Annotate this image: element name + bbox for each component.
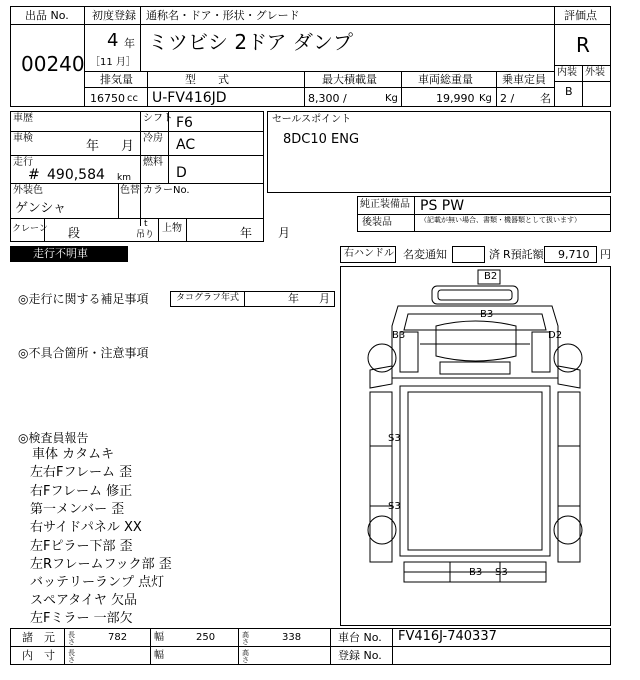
interior-width-label: 幅 <box>154 650 164 661</box>
gross-weight-label: 車両総重量 <box>418 73 473 86</box>
sales-point-value: 8DC10 ENG <box>283 132 360 147</box>
divider <box>330 628 331 665</box>
eval-score: R <box>576 33 590 57</box>
divider <box>582 81 583 107</box>
crane-ton-unit: t <box>144 219 148 229</box>
width-value: 250 <box>196 632 216 643</box>
inspector-item: 第一メンバー 歪 <box>30 502 125 517</box>
divider <box>496 71 497 107</box>
divider <box>64 628 65 665</box>
damage-mark-b2: B2 <box>484 271 498 282</box>
divider <box>392 628 393 665</box>
max-load-unit: Kg <box>385 93 398 104</box>
ac-label: 冷房 <box>143 133 163 144</box>
inspector-item: 左Fミラー 一部欠 <box>30 611 133 626</box>
dims-label: 諸 元 <box>22 631 55 644</box>
first-reg-year-unit: 年 <box>124 37 135 50</box>
eval-label: 評価点 <box>564 9 597 22</box>
damage-mark-b3-cab: B3 <box>480 309 494 320</box>
interior-grade: B <box>565 85 573 98</box>
divider <box>401 71 402 107</box>
divider <box>10 646 611 647</box>
divider <box>582 65 583 81</box>
interior-grade-label: 内装 <box>557 67 577 78</box>
name-change-box <box>452 246 485 263</box>
divider <box>357 214 611 215</box>
inspection-month-unit: 月 <box>121 139 135 154</box>
divider <box>10 24 85 25</box>
after-label: 後装品 <box>362 217 392 228</box>
divider <box>186 218 187 242</box>
capacity-label: 乗車定員 <box>502 73 546 86</box>
displacement-unit: cc <box>127 93 138 104</box>
divider <box>84 87 554 88</box>
model-code: U-FV416JD <box>152 90 227 106</box>
shift-value: F6 <box>176 115 193 131</box>
recycle-done-label: 済 <box>489 248 500 261</box>
after-note: （記載が無い場合、書類・機器類として扱います） <box>420 216 581 224</box>
divider <box>140 24 141 71</box>
chassis-value: FV416J-740337 <box>398 629 497 644</box>
driving-note-label: ◎走行に関する補足事項 <box>18 292 149 306</box>
damage-mark-s3-rear: S3 <box>495 567 508 578</box>
length-label: 長さ <box>68 631 75 647</box>
inspector-item: 車体 カタムキ <box>32 447 115 462</box>
recycle-fee-value: 9,710 <box>558 248 590 261</box>
crane-label: クレーン <box>12 224 48 234</box>
divider <box>158 218 159 242</box>
max-load-value: 8,300 / <box>308 92 347 105</box>
gross-weight-value: 19,990 <box>436 92 475 105</box>
interior-height-label: 高さ <box>242 649 249 665</box>
tailgate-label: 上物 <box>162 223 182 234</box>
divider <box>118 183 119 218</box>
ac-value: AC <box>176 137 196 153</box>
divider <box>140 111 141 226</box>
shift-label: シフト <box>143 113 173 124</box>
interior-length-label: 長さ <box>68 649 75 665</box>
divider <box>84 71 554 72</box>
inspector-label: ◎検査員報告 <box>18 431 89 445</box>
length-value: 782 <box>108 632 128 643</box>
fuel-label: 燃料 <box>143 157 163 168</box>
divider <box>10 131 264 132</box>
damage-mark-b3-left: B3 <box>392 330 406 341</box>
interior-dims-label: 内 寸 <box>22 649 55 662</box>
equipment-value: PS PW <box>420 198 465 214</box>
color-change-label: 色替 <box>120 185 140 196</box>
divider <box>147 71 148 107</box>
first-reg-year: 4 <box>107 30 119 51</box>
exterior-grade-label: 外装 <box>585 67 605 78</box>
fuel-value: D <box>176 165 187 181</box>
recycle-fee-unit: 円 <box>600 248 611 261</box>
displacement-label: 排気量 <box>100 73 133 86</box>
inspector-item: バッテリーランプ 点灯 <box>30 575 165 590</box>
divider <box>554 6 555 107</box>
equipment-label: 純正装備品 <box>360 199 410 210</box>
divider <box>244 291 245 307</box>
height-label: 高さ <box>242 631 249 647</box>
damage-mark-b3-rear: B3 <box>469 567 483 578</box>
mileage-label: 走行 <box>13 157 33 168</box>
inspector-item: 左Rフレームフック部 歪 <box>30 557 172 572</box>
inspector-item: 右Fフレーム 修正 <box>30 484 133 499</box>
mileage-value: 490,584 <box>47 167 105 183</box>
mileage-prefix: # <box>28 167 40 183</box>
lot-label: 出品 No. <box>25 9 69 22</box>
history-label: 車歴 <box>13 113 33 124</box>
divider <box>10 155 264 156</box>
divider <box>238 628 239 665</box>
crane-hoist-unit: 吊り <box>136 230 155 240</box>
name-change-label: 名変通知 <box>403 248 447 261</box>
capacity-value: 2 / <box>500 92 515 105</box>
exterior-color-value: ゲンシャ <box>15 201 67 216</box>
sales-point-label: セールスポイント <box>272 114 352 125</box>
gross-weight-unit: Kg <box>479 93 492 104</box>
divider <box>554 24 611 25</box>
height-value: 338 <box>282 632 302 643</box>
defects-label: ◎不具合箇所・注意事項 <box>18 346 149 360</box>
divider <box>10 218 264 219</box>
displacement-value: 16750 <box>90 92 125 105</box>
recycle-fee-label: R預託額 <box>503 248 544 261</box>
inspection-label: 車検 <box>13 133 33 144</box>
model-label: 型 式 <box>185 73 229 86</box>
mileage-unknown-text: 走行不明車 <box>33 247 88 260</box>
divider <box>414 196 415 232</box>
chassis-label: 車台 No. <box>338 631 382 644</box>
first-reg-label: 初度登録 <box>92 9 136 22</box>
divider <box>10 183 264 184</box>
inspector-item: 右サイドパネル XX <box>30 520 142 535</box>
vehicle-name: ミツビシ 2ドア ダンプ <box>148 30 354 54</box>
damage-mark-s3-side: S3 <box>388 433 401 444</box>
max-load-label: 最大積載量 <box>322 73 377 86</box>
width-label: 幅 <box>154 632 164 643</box>
capacity-unit: 名 <box>540 92 551 105</box>
exterior-color-label: 外装色 <box>13 185 43 196</box>
tachograph-label: タコグラフ年式 <box>176 293 240 303</box>
inspection-year-unit: 年 <box>86 139 100 154</box>
divider <box>84 24 554 25</box>
damage-mark-d2: D2 <box>548 330 563 341</box>
damage-mark-s3-side2: S3 <box>388 501 401 512</box>
registration-label: 登録 No. <box>338 649 382 662</box>
tailgate-year-unit: 年 <box>240 226 253 240</box>
divider <box>304 71 305 107</box>
inspector-item: スペアタイヤ 欠品 <box>30 593 137 608</box>
lot-number: 00240 <box>21 52 85 76</box>
handle-label: 右ハンドル <box>344 248 394 259</box>
tachograph-year-unit: 年 <box>288 292 299 305</box>
first-reg-month: ［11 月］ <box>90 57 136 68</box>
mileage-unit: km <box>117 173 131 183</box>
inspector-item: 左右Fフレーム 歪 <box>30 465 133 480</box>
tailgate-month-unit: 月 <box>278 226 291 240</box>
divider <box>140 6 141 24</box>
crane-stage: 段 <box>68 226 81 240</box>
inspector-item: 左Fピラー下部 歪 <box>30 539 133 554</box>
color-no-label: カラーNo. <box>143 185 190 196</box>
tachograph-month-unit: 月 <box>319 292 330 305</box>
model-name-label: 通称名・ドア・形状・グレード <box>146 9 300 22</box>
divider <box>150 628 151 665</box>
